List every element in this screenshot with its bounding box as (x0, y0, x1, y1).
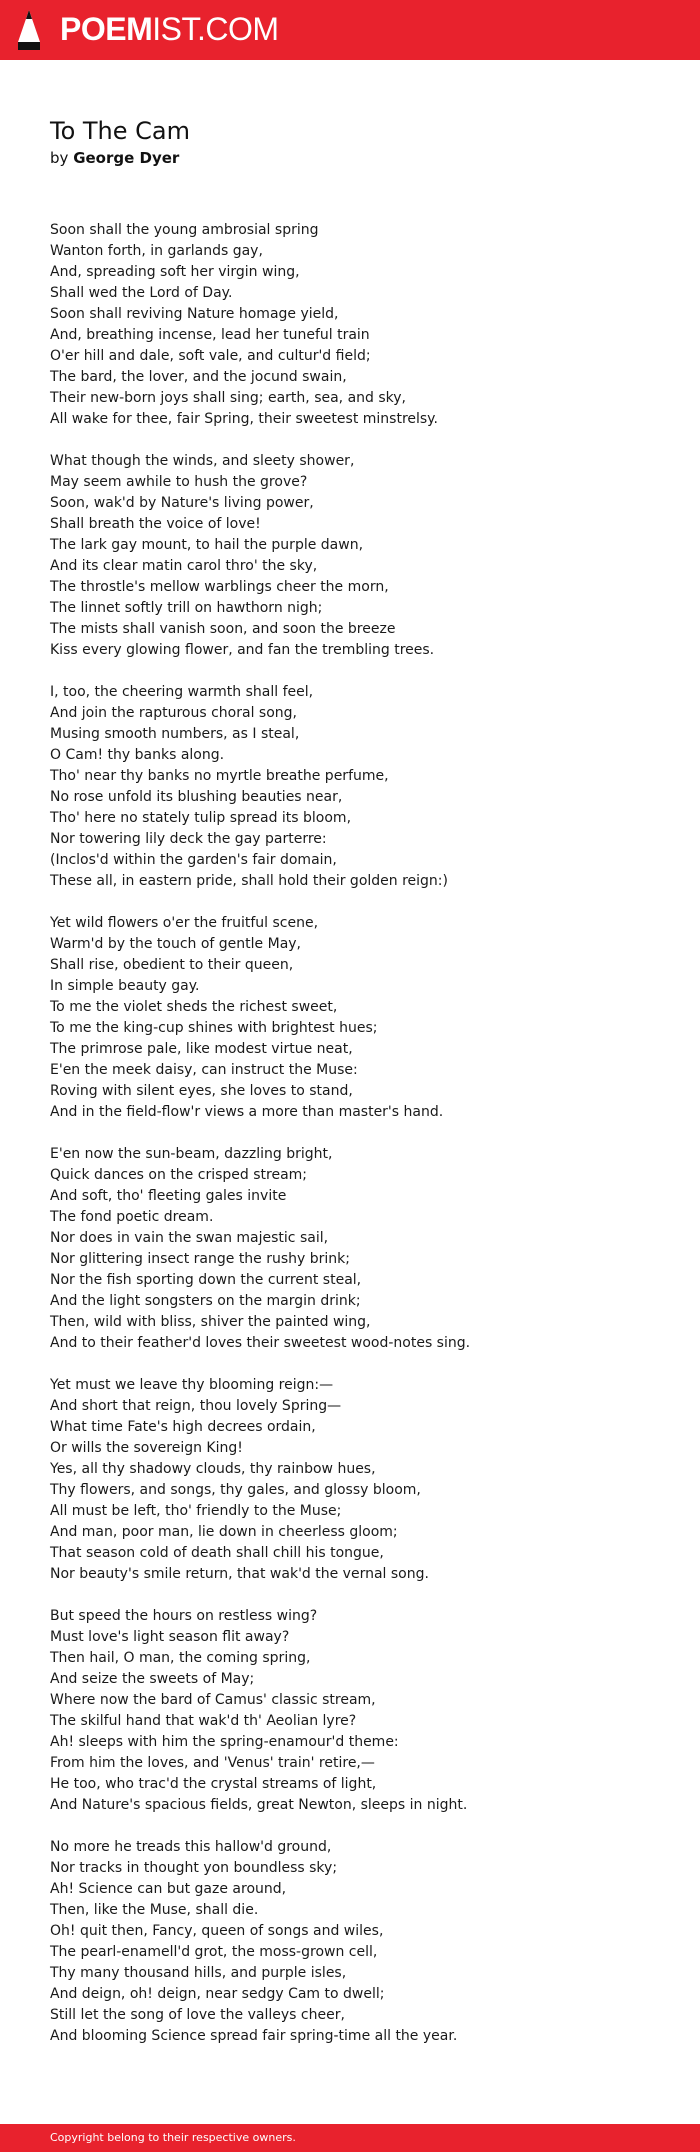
poem-line: The fond poetic dream. (50, 1209, 214, 1225)
poem-stanza (50, 451, 670, 661)
poem-line: And Nature's spacious fields, great Newton, sleeps in night. (50, 1797, 468, 1813)
poem-body (50, 220, 670, 2068)
poem-line: Ah! sleeps with him the spring-enamour'd theme: (50, 1734, 399, 1750)
poem-line: And seize the sweets of May; (50, 1671, 255, 1687)
poem-stanza (50, 913, 670, 1123)
poem-line: Yet wild flowers o'er the fruitful scene, (50, 915, 319, 931)
poem-line: In simple beauty gay. (50, 978, 200, 994)
poem-line: Nor does in vain the swan majestic sail, (50, 1230, 329, 1246)
poem-line: Tho' here no stately tulip spread its bloom, (50, 810, 352, 826)
pencil-tip-icon[interactable] (16, 10, 42, 52)
poem-line: All must be left, tho' friendly to the Muse; (50, 1503, 342, 1519)
poem-line: All wake for thee, fair Spring, their sweetest minstrelsy. (50, 411, 438, 427)
site-footer (0, 2124, 700, 2152)
poem-line: And its clear matin carol thro' the sky, (50, 558, 318, 574)
poem-line: The bard, the lover, and the jocund swain, (50, 369, 347, 385)
poem-line: Nor beauty's smile return, that wak'd the vernal song. (50, 1566, 429, 1582)
poem-line: And, breathing incense, lead her tuneful train (50, 327, 370, 343)
poem-line: And the light songsters on the margin drink; (50, 1293, 361, 1309)
poem-line: Roving with silent eyes, she loves to stand, (50, 1083, 353, 1099)
poem-line: Then, wild with bliss, shiver the painted wing, (50, 1314, 371, 1330)
poem-line: The mists shall vanish soon, and soon the breeze (50, 621, 396, 637)
poem-line: Nor the fish sporting down the current steal, (50, 1272, 362, 1288)
poem-line: Tho' near thy banks no myrtle breathe perfume, (50, 768, 389, 784)
poem-line: May seem awhile to hush the grove? (50, 474, 308, 490)
poem-line: Nor towering lily deck the gay parterre: (50, 831, 327, 847)
poem-line: That season cold of death shall chill his tongue, (50, 1545, 384, 1561)
poem-line: Shall wed the Lord of Day. (50, 285, 233, 301)
poem-title: To The Cam (50, 117, 191, 145)
poem-line: The pearl-enamell'd grot, the moss-grown cell, (50, 1944, 378, 1960)
poem-line: And deign, oh! deign, near sedgy Cam to dwell; (50, 1986, 385, 2002)
poem-stanza (50, 1837, 670, 2047)
poem-line: And blooming Science spread fair spring-time all the year. (50, 2028, 458, 2044)
poem-line: Warm'd by the touch of gentle May, (50, 936, 302, 952)
poem-line: These all, in eastern pride, shall hold their golden reign:) (50, 873, 448, 889)
poem-line: (Inclos'd within the garden's fair domain, (50, 852, 337, 868)
poem-line: Where now the bard of Camus' classic stream, (50, 1692, 376, 1708)
poem-line: Soon shall reviving Nature homage yield, (50, 306, 339, 322)
poem-line: To me the king-cup shines with brightest hues; (50, 1020, 378, 1036)
poem-line: Ah! Science can but gaze around, (50, 1881, 287, 1897)
poem-line: And to their feather'd loves their sweetest wood-notes sing. (50, 1335, 471, 1351)
poem-line: What though the winds, and sleety shower, (50, 453, 355, 469)
poem-line: Kiss every glowing flower, and fan the trembling trees. (50, 642, 435, 658)
poem-line: Oh! quit then, Fancy, queen of songs and wiles, (50, 1923, 384, 1939)
logo-bold-text: POEM (60, 11, 153, 47)
poem-line: And, spreading soft her virgin wing, (50, 264, 300, 280)
site-logo[interactable] (60, 11, 279, 47)
poem-line: No more he treads this hallow'd ground, (50, 1839, 332, 1855)
poem-line: Nor tracks in thought yon boundless sky; (50, 1860, 338, 1876)
poem-line: He too, who trac'd the crystal streams of light, (50, 1776, 377, 1792)
poem-line: Shall rise, obedient to their queen, (50, 957, 294, 973)
poem-line: Wanton forth, in garlands gay, (50, 243, 263, 259)
poem-line: The lark gay mount, to hail the purple dawn, (50, 537, 364, 553)
poem-stanza (50, 1375, 670, 1585)
footer-copyright: Copyright belong to their respective owners. (50, 2131, 296, 2144)
poem-line: Yet must we leave thy blooming reign:— (50, 1377, 334, 1393)
site-header (0, 0, 700, 60)
poem-line: E'en now the sun-beam, dazzling bright, (50, 1146, 333, 1162)
by-label: by (50, 149, 69, 167)
poem-line: O Cam! thy banks along. (50, 747, 225, 763)
poem-line: O'er hill and dale, soft vale, and cultur'd field; (50, 348, 371, 364)
poem-line: Soon, wak'd by Nature's living power, (50, 495, 314, 511)
poem-line: And short that reign, thou lovely Spring— (50, 1398, 342, 1414)
poem-line: What time Fate's high decrees ordain, (50, 1419, 316, 1435)
poem-line: From him the loves, and 'Venus' train' retire,— (50, 1755, 375, 1771)
poem-line: Quick dances on the crisped stream; (50, 1167, 307, 1183)
poem-line: To me the violet sheds the richest sweet, (50, 999, 338, 1015)
poem-stanza (50, 682, 670, 892)
poem-stanza (50, 1606, 670, 1816)
logo-light-text: IST.COM (152, 11, 279, 47)
poem-author[interactable]: George Dyer (73, 149, 180, 167)
poem-line: The primrose pale, like modest virtue neat, (50, 1041, 353, 1057)
poem-line: Thy many thousand hills, and purple isles, (50, 1965, 347, 1981)
poem-line: Then hail, O man, the coming spring, (50, 1650, 311, 1666)
poem-line: Thy flowers, and songs, thy gales, and glossy bloom, (50, 1482, 421, 1498)
poem-stanza (50, 220, 670, 430)
poem-line: Yes, all thy shadowy clouds, thy rainbow hues, (50, 1461, 376, 1477)
poem-line: Musing smooth numbers, as I steal, (50, 726, 300, 742)
poem-line: Nor glittering insect range the rushy brink; (50, 1251, 351, 1267)
poem-line: No rose unfold its blushing beauties near, (50, 789, 343, 805)
poem-line: Then, like the Muse, shall die. (50, 1902, 259, 1918)
poem-line: And soft, tho' fleeting gales invite (50, 1188, 287, 1204)
poem-line: I, too, the cheering warmth shall feel, (50, 684, 314, 700)
poem-line: And man, poor man, lie down in cheerless gloom; (50, 1524, 398, 1540)
poem-line: E'en the meek daisy, can instruct the Muse: (50, 1062, 358, 1078)
poem-line: Still let the song of love the valleys cheer, (50, 2007, 345, 2023)
poem-line: Shall breath the voice of love! (50, 516, 261, 532)
poem-line: The skilful hand that wak'd th' Aeolian lyre? (50, 1713, 357, 1729)
poem-line: The throstle's mellow warblings cheer the morn, (50, 579, 389, 595)
poem-line: Soon shall the young ambrosial spring (50, 222, 319, 238)
poem-stanza (50, 1144, 670, 1354)
poem-line: But speed the hours on restless wing? (50, 1608, 318, 1624)
poem-line: Their new-born joys shall sing; earth, sea, and sky, (50, 390, 407, 406)
poem-byline (50, 148, 179, 168)
poem-line: Must love's light season flit away? (50, 1629, 290, 1645)
poem-line: The linnet softly trill on hawthorn nigh; (50, 600, 323, 616)
poem-line: Or wills the sovereign King! (50, 1440, 243, 1456)
poem-line: And in the field-flow'r views a more than master's hand. (50, 1104, 444, 1120)
poem-line: And join the rapturous choral song, (50, 705, 297, 721)
